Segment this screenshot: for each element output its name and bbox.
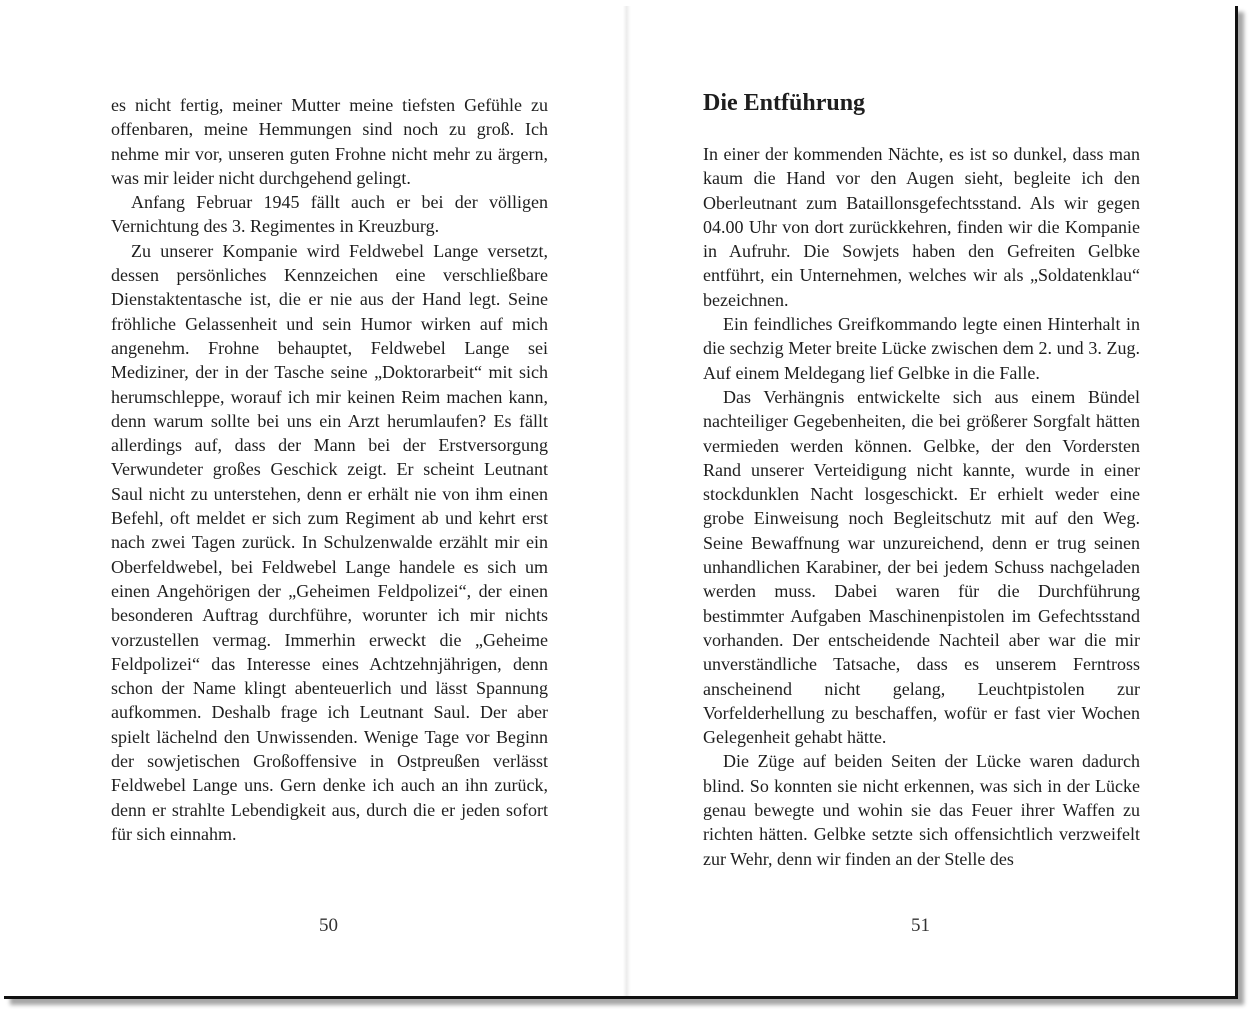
paragraph: Ein feindliches Greifkommando legte einen Hinterhalt in die sechzig Meter breite Lücke zwischen dem 2. und 3. Zug. Auf einem Meldegang lief Gelbke in die Falle. (703, 314, 1140, 383)
left-page (4, 6, 624, 996)
paragraph: Die Züge auf beiden Seiten der Lücke waren dadurch blind. So konnten sie nicht erkennen, was sich in der Lücke genau bewegte und wohin sie das Feuer ihrer Waffen zu richten hätten. Gelbke setzte sich offensichtlich verzweifelt zur Wehr, denn wir finden an der Stelle des (703, 751, 1140, 869)
book-spread (4, 6, 1238, 999)
right-page (631, 6, 1235, 996)
chapter-title: Die Entführung (703, 90, 866, 116)
page-number: 50 (319, 915, 338, 936)
page-number: 51 (911, 915, 930, 936)
left-page-body (111, 93, 548, 846)
paragraph: Zu unserer Kompanie wird Feldwebel Lange versetzt, dessen persönliches Kennzeichen eine verschließbare Dienstaktentasche ist, die er nie aus der Hand legt. Seine fröhliche Gelassenheit und sein Humor wirken auf mich angenehm. Frohne behauptet, Feldwebel Lange sei Mediziner, der in der Tasche seine „Doktorarbeit“ mit sich herumschleppe, worauf ich mir keinen Reim machen kann, denn warum sollte bei uns ein Arzt herumlaufen? Es fällt allerdings auf, dass der Mann bei der Erstversorgung Verwundeter großes Geschick zeigt. Er scheint Leutnant Saul nicht zu unterstehen, denn er erhält nie von ihm einen Befehl, oft meldet er sich zum Regiment ab und kehrt erst nach zwei Tagen zurück. In Schulzenwalde erzählt mir ein Oberfeldwebel, bei Feldwebel Lange handele es sich um einen Angehörigen der „Geheimen Feldpolizei“, der einen besonderen Auftrag durchführe, worunter ich mir nichts vorzustellen vermag. Immerhin erweckt die „Geheime Feldpolizei“ das Interesse eines Achtzehnjährigen, denn schon der Name klingt abenteuerlich und lässt Spannung aufkommen. Deshalb frage ich Leutnant Saul. Der aber spielt lächelnd den Unwissenden. Wenige Tage vor Beginn der sowjetischen Großoffensive in Ostpreußen verlässt Feldwebel Lange uns. Gern denke ich auch an ihn zurück, denn er strahlte Lebendigkeit aus, durch die er jeden sofort für sich einnahm. (111, 240, 548, 844)
paragraph: es nicht fertig, meiner Mutter meine tiefsten Gefühle zu offenbaren, meine Hemmungen sind noch zu groß. Ich nehme mir vor, unseren guten Frohne nicht mehr zu ärgern, was mir leider nicht durchgehend gelingt. (111, 95, 548, 188)
right-page-body (703, 142, 1140, 871)
paragraph: Anfang Februar 1945 fällt auch er bei der völligen Vernichtung des 3. Regimentes in Kreuzburg. (111, 192, 548, 237)
paragraph: Das Verhängnis entwickelte sich aus einem Bündel nachteiliger Gegebenheiten, die bei größerer Sorgfalt hätten vermieden werden können. Gelbke, der den Vordersten Rand unserer Verteidigung nicht kannte, wurde in einer stockdunklen Nacht losgeschickt. Er erhielt weder eine grobe Einweisung noch Begleitschutz mit auf den Weg. Seine Bewaffnung war unzureichend, denn er trug seinen unhandlichen Karabiner, der bei jedem Schuss nachgeladen werden muss. Dabei waren für die Durchführung bestimmter Aufgaben Maschinenpistolen im Gefechtsstand vorhanden. Der entscheidende Nachteil aber war die mir unverständliche Tatsache, dass es unserem Ferntross anscheinend nicht gelang, Leuchtpistolen zur Vorfelderhellung zu beschaffen, wofür er fast vier Wochen Gelegenheit gehabt hätte. (703, 386, 1140, 748)
book-gutter (623, 6, 631, 996)
paragraph: In einer der kommenden Nächte, es ist so dunkel, dass man kaum die Hand vor den Augen sieht, begleite ich den Oberleutnant zum Bataillonsgefechtsstand. Als wir gegen 04.00 Uhr von dort zurückkehren, finden wir die Kompanie in Aufruhr. Die Sowjets haben den Gefreiten Gelbke entführt, ein Unternehmen, welches wir als „Soldatenklau“ bezeichnen. (703, 144, 1140, 310)
